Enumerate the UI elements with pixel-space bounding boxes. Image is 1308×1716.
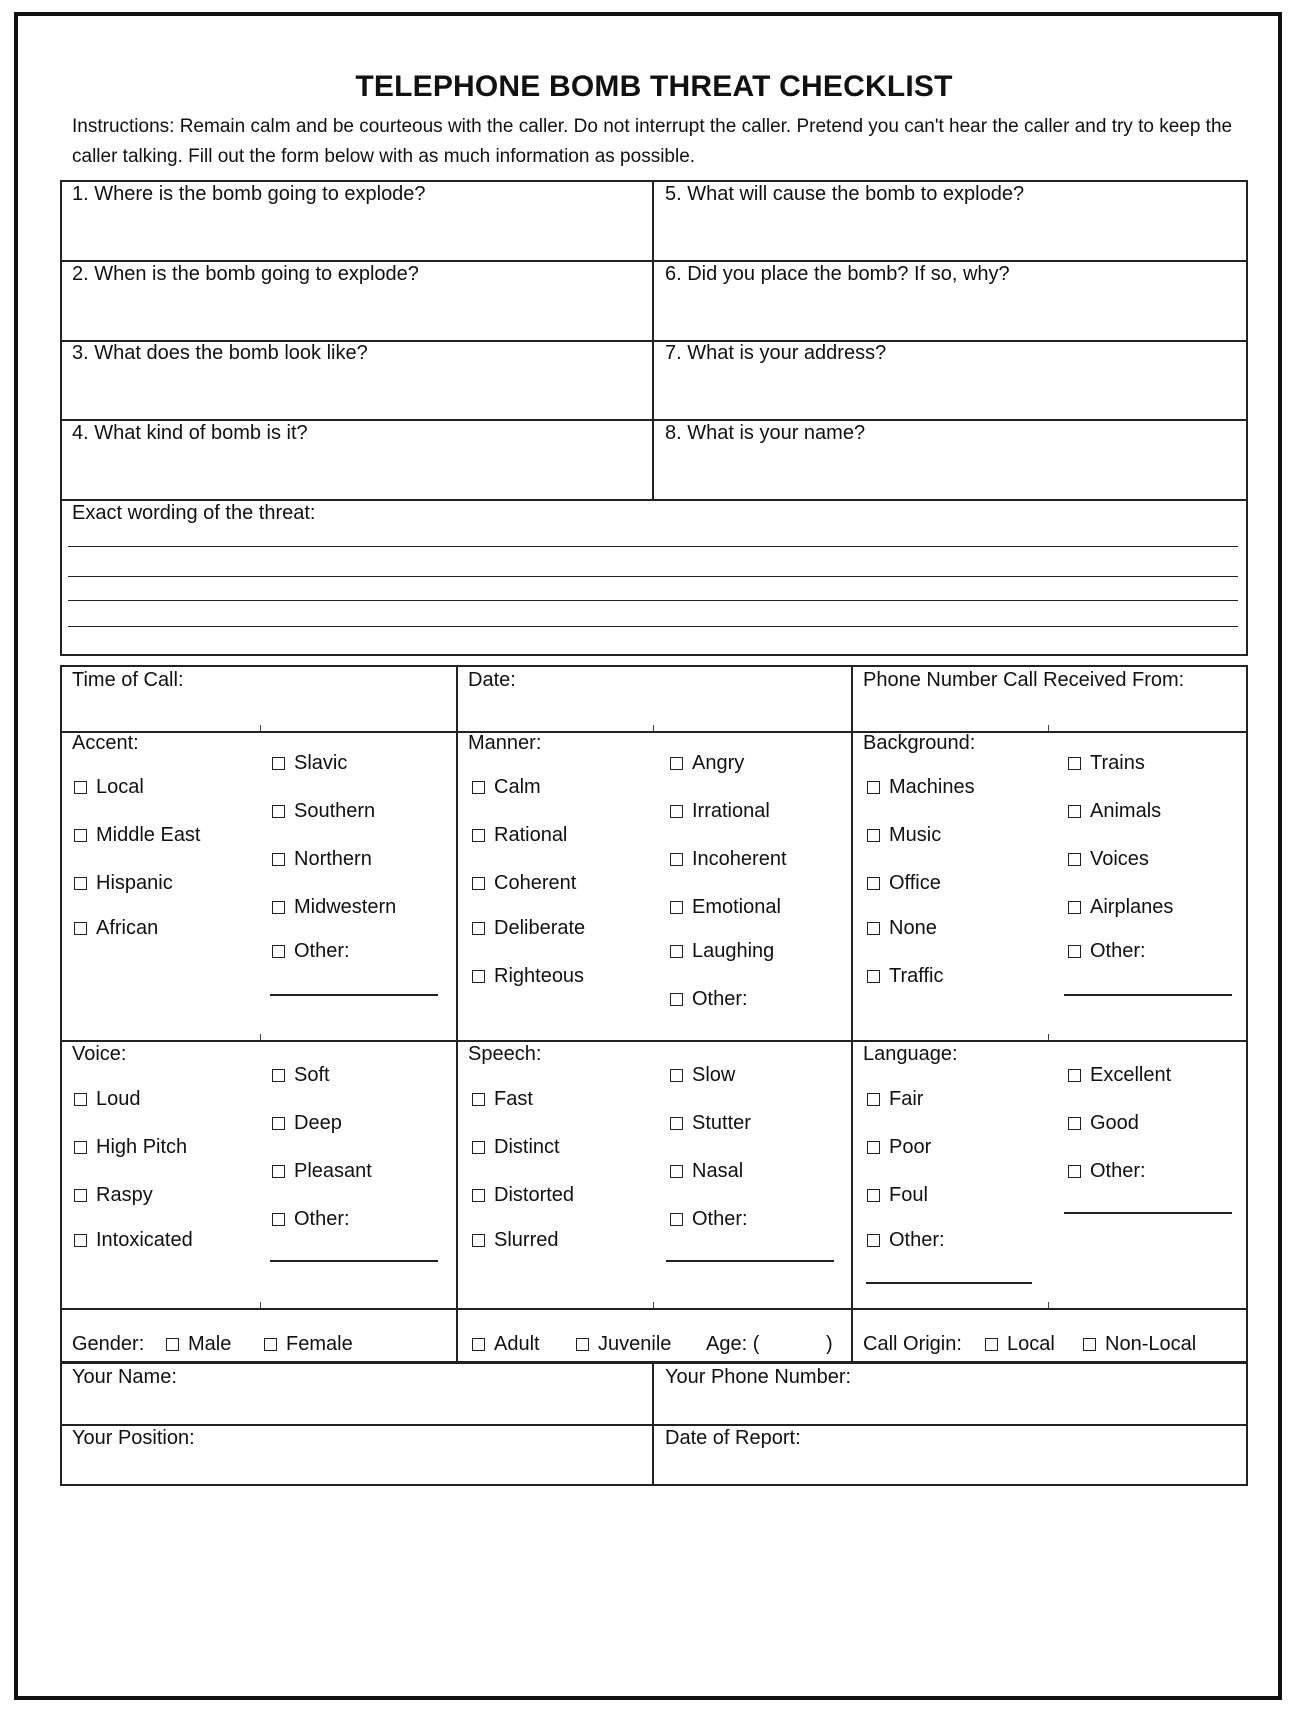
- age-field[interactable]: Age: (: [706, 1333, 760, 1355]
- your-name-field[interactable]: Your Name:: [72, 1366, 177, 1388]
- manner-other-checkbox[interactable]: Other:: [670, 988, 748, 1011]
- manner-irrational-checkbox[interactable]: Irrational: [670, 800, 770, 823]
- language-heading: Language:: [863, 1043, 958, 1065]
- voice-high-pitch-checkbox[interactable]: High Pitch: [74, 1136, 187, 1159]
- checkbox-icon: [272, 1069, 285, 1082]
- accent-slavic-checkbox[interactable]: Slavic: [272, 752, 347, 775]
- checkbox-icon: [272, 945, 285, 958]
- speech-slurred-checkbox[interactable]: Slurred: [472, 1229, 558, 1252]
- checkbox-icon: [1068, 1069, 1081, 1082]
- checkbox-icon: [272, 1117, 285, 1130]
- question-6-field[interactable]: 6. Did you place the bomb? If so, why?: [665, 263, 1010, 285]
- manner-heading: Manner:: [468, 732, 542, 754]
- call-origin-label: Call Origin:: [863, 1333, 962, 1355]
- checkbox-icon: [867, 877, 880, 890]
- accent-other-line[interactable]: [270, 994, 438, 996]
- manner-righteous-checkbox[interactable]: Righteous: [472, 965, 584, 988]
- accent-african-checkbox[interactable]: African: [74, 917, 158, 940]
- accent-heading: Accent:: [72, 732, 139, 754]
- question-5-field[interactable]: 5. What will cause the bomb to explode?: [665, 183, 1025, 205]
- checkbox-icon: [1068, 757, 1081, 770]
- accent-midwestern-checkbox[interactable]: Midwestern: [272, 896, 396, 919]
- voice-loud-checkbox[interactable]: Loud: [74, 1088, 141, 1111]
- question-7-field[interactable]: 7. What is your address?: [665, 342, 887, 364]
- background-music-checkbox[interactable]: Music: [867, 824, 941, 847]
- checkbox-icon: [670, 805, 683, 818]
- checkbox-icon: [1068, 1165, 1081, 1178]
- speech-slow-checkbox[interactable]: Slow: [670, 1064, 735, 1087]
- checkbox-icon: [272, 1165, 285, 1178]
- checkbox-icon: [74, 877, 87, 890]
- checkbox-icon: [670, 1117, 683, 1130]
- checkbox-icon: [472, 970, 485, 983]
- background-heading: Background:: [863, 732, 976, 754]
- checkbox-icon: [264, 1338, 277, 1351]
- checkbox-icon: [74, 1093, 87, 1106]
- checkbox-icon: [272, 1213, 285, 1226]
- question-3-field[interactable]: 3. What does the bomb look like?: [72, 342, 368, 364]
- checkbox-icon: [670, 993, 683, 1006]
- background-other-checkbox[interactable]: Other:: [1068, 940, 1146, 963]
- time-of-call-field[interactable]: Time of Call:: [72, 669, 184, 691]
- your-phone-number-field[interactable]: Your Phone Number:: [665, 1366, 852, 1388]
- checkbox-icon: [74, 781, 87, 794]
- age-close-paren: ): [826, 1333, 833, 1355]
- manner-calm-checkbox[interactable]: Calm: [472, 776, 541, 799]
- checkbox-icon: [472, 922, 485, 935]
- voice-intoxicated-checkbox[interactable]: Intoxicated: [74, 1229, 193, 1252]
- checkbox-icon: [472, 1141, 485, 1154]
- checkbox-icon: [1068, 853, 1081, 866]
- checkbox-icon: [867, 781, 880, 794]
- exact-wording-line-1[interactable]: [68, 546, 1238, 547]
- accent-northern-checkbox[interactable]: Northern: [272, 848, 372, 871]
- checkbox-icon: [1068, 945, 1081, 958]
- checkbox-icon: [670, 1165, 683, 1178]
- checkbox-icon: [272, 853, 285, 866]
- accent-local-checkbox[interactable]: Local: [74, 776, 144, 799]
- checkbox-icon: [867, 829, 880, 842]
- language-other-2-line[interactable]: [1064, 1212, 1232, 1214]
- manner-other-line[interactable]: [666, 1040, 834, 1042]
- checkbox-icon: [1068, 1117, 1081, 1130]
- background-animals-checkbox[interactable]: Animals: [1068, 800, 1161, 823]
- speech-other-line[interactable]: [666, 1260, 834, 1262]
- background-trains-checkbox[interactable]: Trains: [1068, 752, 1145, 775]
- voice-raspy-checkbox[interactable]: Raspy: [74, 1184, 153, 1207]
- exact-wording-line-3[interactable]: [68, 600, 1238, 601]
- checkbox-icon: [867, 1234, 880, 1247]
- manner-emotional-checkbox[interactable]: Emotional: [670, 896, 781, 919]
- checkbox-icon: [670, 757, 683, 770]
- questions-table: [60, 180, 1248, 656]
- checkbox-icon: [670, 1069, 683, 1082]
- call-origin-local-checkbox[interactable]: Local: [985, 1333, 1055, 1356]
- date-field[interactable]: Date:: [468, 669, 516, 691]
- your-position-field[interactable]: Your Position:: [72, 1427, 195, 1449]
- voice-other-line[interactable]: [270, 1260, 438, 1262]
- manner-deliberate-checkbox[interactable]: Deliberate: [472, 917, 585, 940]
- checkbox-icon: [670, 853, 683, 866]
- language-good-checkbox[interactable]: Good: [1068, 1112, 1139, 1135]
- voice-pleasant-checkbox[interactable]: Pleasant: [272, 1160, 372, 1183]
- checkbox-icon: [867, 970, 880, 983]
- checkbox-icon: [74, 1234, 87, 1247]
- accent-southern-checkbox[interactable]: Southern: [272, 800, 375, 823]
- call-origin-nonlocal-checkbox[interactable]: Non-Local: [1083, 1333, 1196, 1356]
- question-8-field[interactable]: 8. What is your name?: [665, 422, 866, 444]
- background-machines-checkbox[interactable]: Machines: [867, 776, 975, 799]
- checkbox-icon: [74, 829, 87, 842]
- language-fair-checkbox[interactable]: Fair: [867, 1088, 923, 1111]
- manner-coherent-checkbox[interactable]: Coherent: [472, 872, 576, 895]
- form-title: TELEPHONE BOMB THREAT CHECKLIST: [355, 70, 953, 103]
- checkbox-icon: [670, 945, 683, 958]
- speech-fast-checkbox[interactable]: Fast: [472, 1088, 533, 1111]
- date-of-report-field[interactable]: Date of Report:: [665, 1427, 801, 1449]
- checkbox-icon: [1068, 805, 1081, 818]
- gender-male-checkbox[interactable]: Male: [166, 1333, 231, 1356]
- language-other-checkbox[interactable]: Other:: [867, 1229, 945, 1252]
- checkbox-icon: [670, 901, 683, 914]
- checkbox-icon: [867, 1093, 880, 1106]
- background-traffic-checkbox[interactable]: Traffic: [867, 965, 943, 988]
- gender-female-checkbox[interactable]: Female: [264, 1333, 353, 1356]
- background-none-checkbox[interactable]: None: [867, 917, 937, 940]
- accent-hispanic-checkbox[interactable]: Hispanic: [74, 872, 173, 895]
- age-juvenile-checkbox[interactable]: Juvenile: [576, 1333, 671, 1356]
- voice-other-checkbox[interactable]: Other:: [272, 1208, 350, 1231]
- checkbox-icon: [272, 757, 285, 770]
- checkbox-icon: [472, 829, 485, 842]
- language-poor-checkbox[interactable]: Poor: [867, 1136, 931, 1159]
- exact-wording-line-2[interactable]: [68, 576, 1238, 577]
- checkbox-icon: [272, 901, 285, 914]
- accent-other-checkbox[interactable]: Other:: [272, 940, 350, 963]
- checkbox-icon: [272, 805, 285, 818]
- language-excellent-checkbox[interactable]: Excellent: [1068, 1064, 1171, 1087]
- checkbox-icon: [1083, 1338, 1096, 1351]
- voice-heading: Voice:: [72, 1043, 127, 1065]
- question-1-field[interactable]: 1. Where is the bomb going to explode?: [72, 183, 426, 205]
- question-2-field[interactable]: 2. When is the bomb going to explode?: [72, 263, 419, 285]
- manner-incoherent-checkbox[interactable]: Incoherent: [670, 848, 787, 871]
- speech-heading: Speech:: [468, 1043, 542, 1065]
- speech-distorted-checkbox[interactable]: Distorted: [472, 1184, 574, 1207]
- checkbox-icon: [867, 1189, 880, 1202]
- checkbox-icon: [74, 922, 87, 935]
- accent-middle-east-checkbox[interactable]: Middle East: [74, 824, 201, 847]
- checkbox-icon: [472, 1234, 485, 1247]
- checkbox-icon: [166, 1338, 179, 1351]
- phone-number-received-field[interactable]: Phone Number Call Received From:: [863, 669, 1185, 691]
- speech-nasal-checkbox[interactable]: Nasal: [670, 1160, 743, 1183]
- checkbox-icon: [472, 781, 485, 794]
- checkbox-icon: [472, 1189, 485, 1202]
- background-office-checkbox[interactable]: Office: [867, 872, 941, 895]
- checkbox-icon: [576, 1338, 589, 1351]
- manner-laughing-checkbox[interactable]: Laughing: [670, 940, 774, 963]
- gender-label: Gender:: [72, 1333, 145, 1355]
- background-airplanes-checkbox[interactable]: Airplanes: [1068, 896, 1173, 919]
- checkbox-icon: [472, 1093, 485, 1106]
- background-other-line[interactable]: [1064, 994, 1232, 996]
- background-voices-checkbox[interactable]: Voices: [1068, 848, 1149, 871]
- voice-soft-checkbox[interactable]: Soft: [272, 1064, 330, 1087]
- language-other-2-checkbox[interactable]: Other:: [1068, 1160, 1146, 1183]
- checkbox-icon: [670, 1213, 683, 1226]
- manner-angry-checkbox[interactable]: Angry: [670, 752, 744, 775]
- exact-wording-label: Exact wording of the threat:: [72, 502, 316, 524]
- checkbox-icon: [74, 1141, 87, 1154]
- question-4-field[interactable]: 4. What kind of bomb is it?: [72, 422, 308, 444]
- age-adult-checkbox[interactable]: Adult: [472, 1333, 540, 1356]
- speech-distinct-checkbox[interactable]: Distinct: [472, 1136, 560, 1159]
- checkbox-icon: [1068, 901, 1081, 914]
- checkbox-icon: [74, 1189, 87, 1202]
- checkbox-icon: [985, 1338, 998, 1351]
- checkbox-icon: [867, 922, 880, 935]
- instructions-text: Instructions: Remain calm and be courteous with the caller. Do not interrupt the caller. Pretend you can't hear the caller and try to keep the caller talking. Fill out the form below with as much information as possible.: [72, 116, 1233, 167]
- checkbox-icon: [472, 1338, 485, 1351]
- voice-deep-checkbox[interactable]: Deep: [272, 1112, 342, 1135]
- language-other-line[interactable]: [866, 1282, 1032, 1284]
- speech-other-checkbox[interactable]: Other:: [670, 1208, 748, 1231]
- exact-wording-line-4[interactable]: [68, 626, 1238, 627]
- checkbox-icon: [472, 877, 485, 890]
- checkbox-icon: [867, 1141, 880, 1154]
- manner-rational-checkbox[interactable]: Rational: [472, 824, 567, 847]
- language-foul-checkbox[interactable]: Foul: [867, 1184, 928, 1207]
- speech-stutter-checkbox[interactable]: Stutter: [670, 1112, 751, 1135]
